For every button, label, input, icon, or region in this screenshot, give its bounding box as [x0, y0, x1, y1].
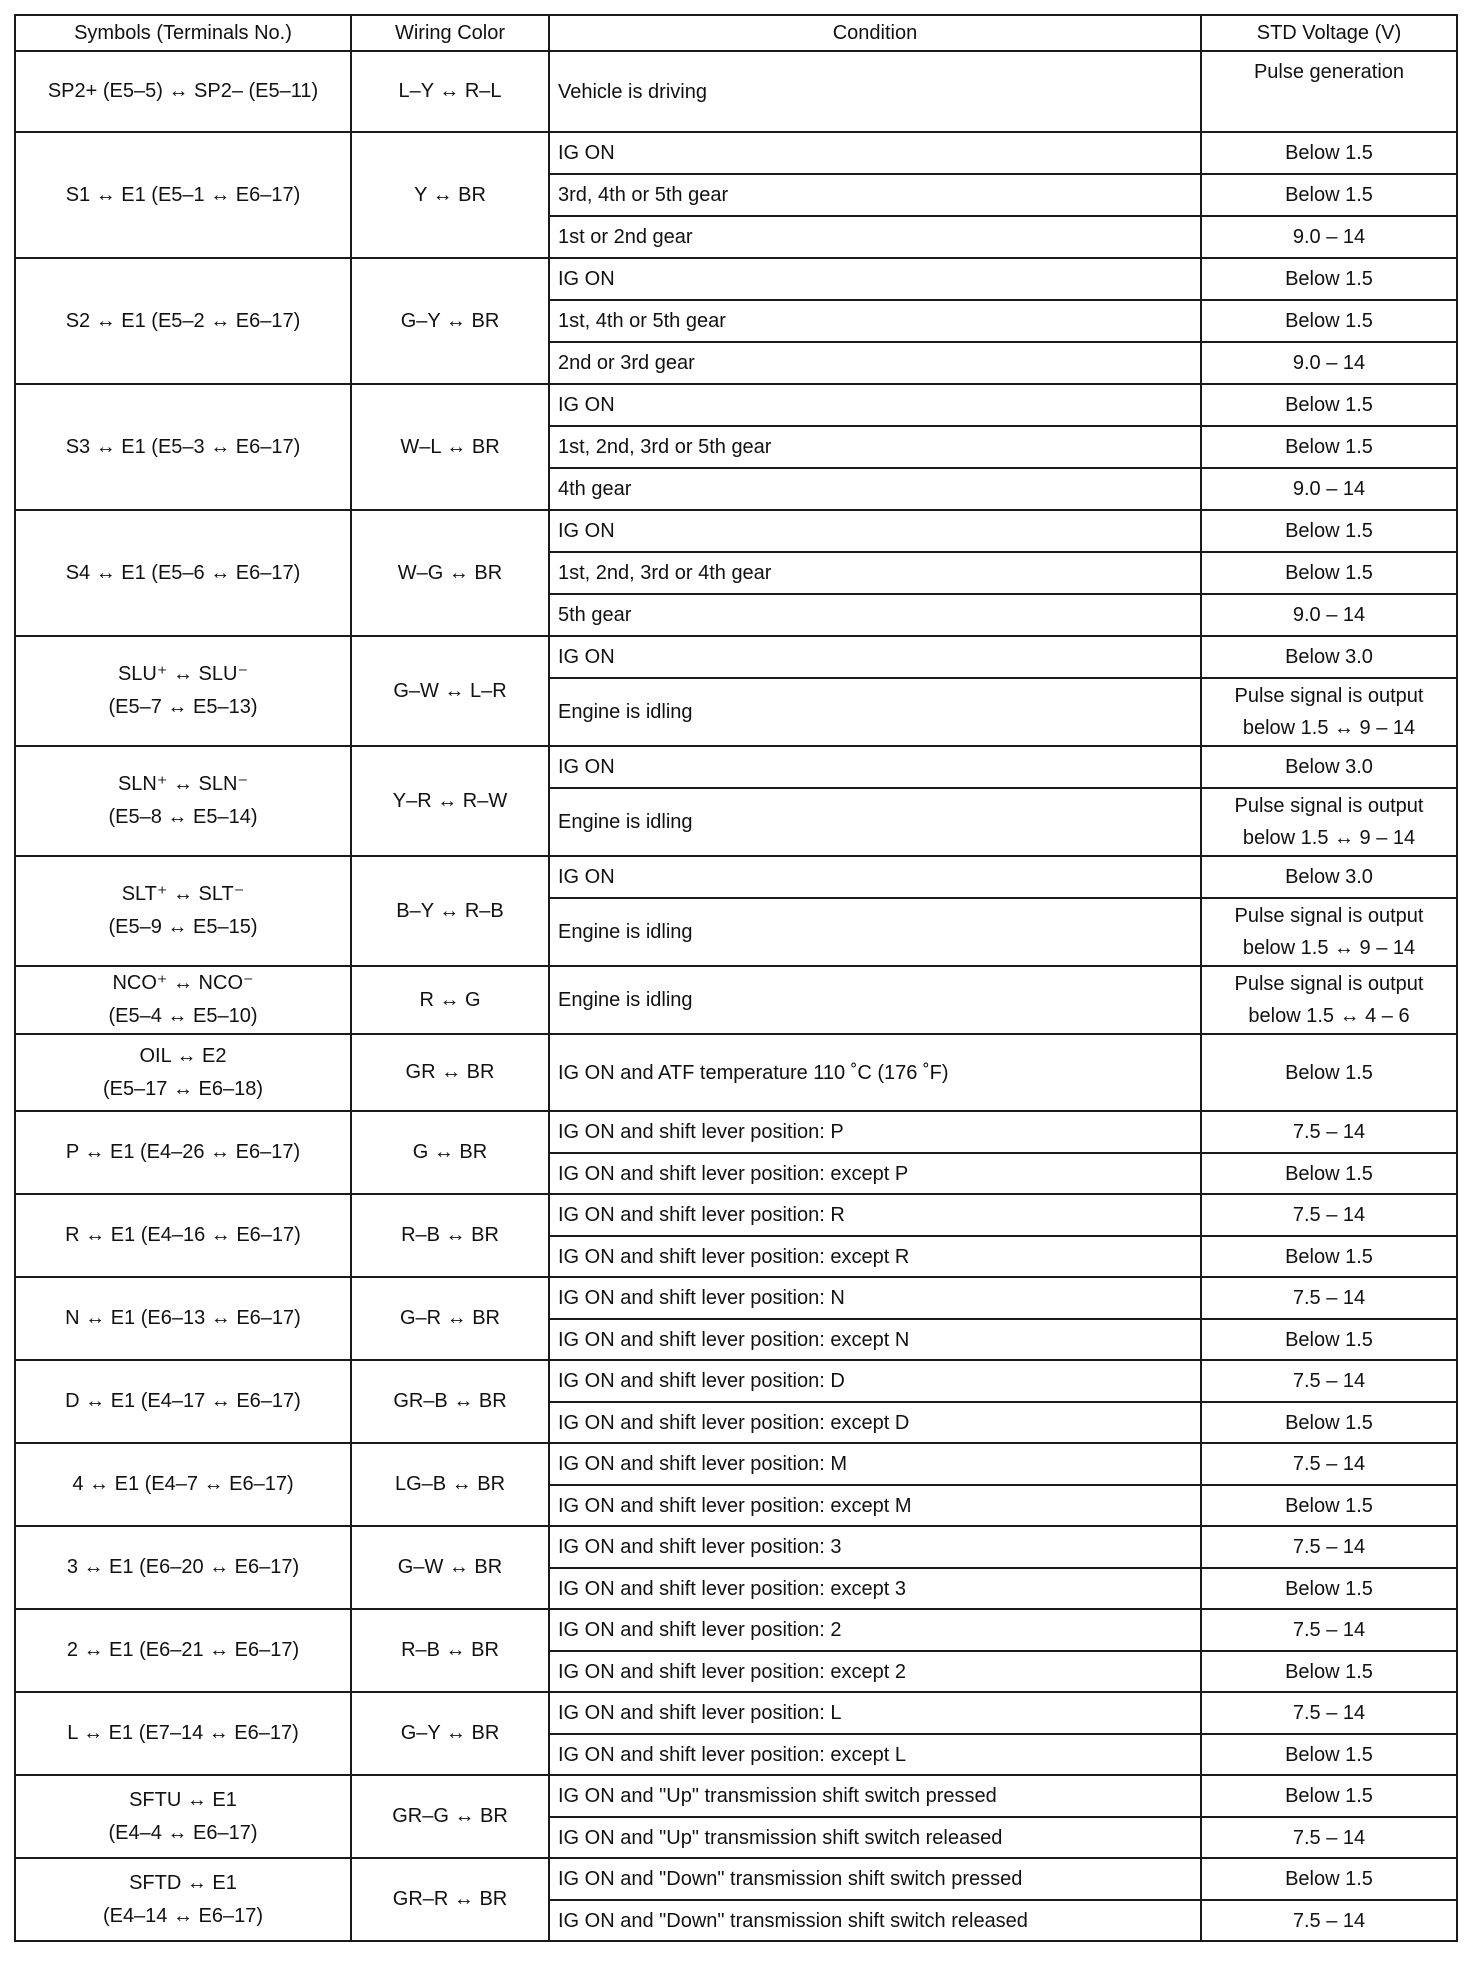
wiring-color-cell: G–W ↔ L–R — [351, 636, 549, 746]
std-voltage-cell — [1201, 788, 1457, 856]
wiring-color-cell: B–Y ↔ R–B — [351, 856, 549, 966]
condition-cell: IG ON and shift lever position: except 2 — [549, 1651, 1201, 1692]
condition-cell: Engine is idling — [549, 788, 1201, 856]
condition-cell: 1st, 2nd, 3rd or 4th gear — [549, 552, 1201, 594]
std-voltage-cell — [1201, 1734, 1457, 1775]
std-voltage-line: Below 1.5 — [1285, 394, 1373, 416]
std-voltage-line: Below 1.5 — [1285, 1660, 1373, 1683]
std-voltage-cell — [1201, 1651, 1457, 1692]
std-voltage-line: 7.5 – 14 — [1292, 1121, 1366, 1143]
condition-cell: 1st, 2nd, 3rd or 5th gear — [549, 426, 1201, 468]
std-voltage-cell — [1201, 1568, 1457, 1609]
table-row — [15, 1360, 1457, 1402]
terminal-symbol-line: (E5–17 ↔ E6–18) — [102, 1077, 264, 1100]
table-row — [15, 1034, 1457, 1111]
condition-cell: IG ON — [549, 856, 1201, 898]
table-row — [15, 1692, 1457, 1734]
std-voltage-line: Below 1.5 — [1285, 1061, 1373, 1084]
std-voltage-line: 9.0 – 14 — [1292, 226, 1366, 248]
wiring-color-cell: GR ↔ BR — [351, 1034, 549, 1111]
table-row — [15, 1609, 1457, 1651]
condition-cell: IG ON and shift lever position: except R — [549, 1236, 1201, 1277]
condition-cell: Engine is idling — [549, 898, 1201, 966]
table-row — [15, 51, 1457, 132]
terminal-symbol-line: OIL ↔ E2 — [139, 1044, 227, 1067]
condition-cell: IG ON and "Down" transmission shift switch pressed — [549, 1858, 1201, 1900]
condition-cell: 2nd or 3rd gear — [549, 342, 1201, 384]
std-voltage-cell — [1201, 1034, 1457, 1111]
condition-cell: IG ON and shift lever position: except 3 — [549, 1568, 1201, 1609]
wiring-color-cell: Y–R ↔ R–W — [351, 746, 549, 856]
std-voltage-line: 7.5 – 14 — [1292, 1287, 1366, 1309]
table-row — [15, 966, 1457, 1034]
terminal-symbol-cell — [15, 1194, 351, 1277]
std-voltage-cell — [1201, 1775, 1457, 1817]
std-voltage-line: Below 1.5 — [1285, 1245, 1373, 1268]
condition-cell: IG ON and "Up" transmission shift switch pressed — [549, 1775, 1201, 1817]
condition-cell: IG ON and shift lever position: except L — [549, 1734, 1201, 1775]
std-voltage-cell — [1201, 856, 1457, 898]
terminal-symbol-line: S1 ↔ E1 (E5–1 ↔ E6–17) — [65, 183, 301, 206]
wiring-color-cell: L–Y ↔ R–L — [351, 51, 549, 132]
condition-cell: IG ON and shift lever position: M — [549, 1443, 1201, 1485]
terminal-symbol-cell — [15, 1111, 351, 1194]
table-row — [15, 384, 1457, 426]
std-voltage-line: 7.5 – 14 — [1292, 1702, 1366, 1724]
wiring-color-cell: LG–B ↔ BR — [351, 1443, 549, 1526]
std-voltage-cell — [1201, 384, 1457, 426]
condition-cell: 4th gear — [549, 468, 1201, 510]
header-symbols: Symbols (Terminals No.) — [15, 15, 351, 51]
wiring-color-cell: G–W ↔ BR — [351, 1526, 549, 1609]
terminal-symbol-cell — [15, 1775, 351, 1858]
condition-cell: IG ON and shift lever position: 3 — [549, 1526, 1201, 1568]
std-voltage-line: Pulse signal is output — [1234, 685, 1424, 707]
condition-cell: Engine is idling — [549, 966, 1201, 1034]
std-voltage-cell — [1201, 510, 1457, 552]
table-row — [15, 132, 1457, 174]
std-voltage-cell — [1201, 1485, 1457, 1526]
wiring-color-cell: R ↔ G — [351, 966, 549, 1034]
table-body — [15, 51, 1457, 1941]
condition-cell: IG ON — [549, 384, 1201, 426]
table-row — [15, 1194, 1457, 1236]
condition-cell: Vehicle is driving — [549, 51, 1201, 132]
std-voltage-cell — [1201, 1609, 1457, 1651]
std-voltage-line: Below 1.5 — [1285, 1743, 1373, 1766]
condition-cell: IG ON and shift lever position: L — [549, 1692, 1201, 1734]
std-voltage-cell — [1201, 51, 1457, 132]
table-row — [15, 510, 1457, 552]
std-voltage-cell — [1201, 426, 1457, 468]
terminal-symbol-cell — [15, 1277, 351, 1360]
std-voltage-line: Pulse signal is output — [1234, 905, 1424, 927]
std-voltage-line: Below 1.5 — [1285, 1328, 1373, 1351]
condition-cell: IG ON and shift lever position: except D — [549, 1402, 1201, 1443]
terminal-symbol-cell — [15, 636, 351, 746]
terminal-symbol-line: SLU⁺ ↔ SLU⁻ — [117, 663, 249, 685]
table-row — [15, 1526, 1457, 1568]
terminal-symbol-line: S2 ↔ E1 (E5–2 ↔ E6–17) — [65, 309, 301, 332]
condition-cell: IG ON and shift lever position: 2 — [549, 1609, 1201, 1651]
table-row — [15, 1775, 1457, 1817]
std-voltage-line: Pulse generation — [1253, 61, 1405, 83]
std-voltage-cell — [1201, 1692, 1457, 1734]
terminal-symbol-line: SFTD ↔ E1 — [129, 1871, 237, 1894]
terminal-symbol-cell — [15, 1360, 351, 1443]
terminal-symbol-cell — [15, 1609, 351, 1692]
table-row — [15, 1443, 1457, 1485]
std-voltage-cell — [1201, 258, 1457, 300]
std-voltage-line: Below 1.5 — [1285, 1411, 1373, 1434]
table-row — [15, 1858, 1457, 1900]
wiring-color-cell: GR–R ↔ BR — [351, 1858, 549, 1941]
std-voltage-cell — [1201, 132, 1457, 174]
table-row — [15, 258, 1457, 300]
terminal-symbol-line: 2 ↔ E1 (E6–21 ↔ E6–17) — [66, 1639, 300, 1661]
std-voltage-cell — [1201, 1194, 1457, 1236]
wiring-color-cell: GR–B ↔ BR — [351, 1360, 549, 1443]
std-voltage-line: Below 1.5 — [1285, 1577, 1373, 1600]
std-voltage-line: Below 1.5 — [1285, 436, 1373, 458]
condition-cell: 1st or 2nd gear — [549, 216, 1201, 258]
condition-cell: IG ON — [549, 746, 1201, 788]
table-row — [15, 1111, 1457, 1153]
std-voltage-cell — [1201, 1236, 1457, 1277]
terminal-symbol-cell — [15, 132, 351, 258]
std-voltage-line: 7.5 – 14 — [1292, 1370, 1366, 1392]
std-voltage-line: Below 1.5 — [1285, 1868, 1373, 1890]
std-voltage-cell — [1201, 1111, 1457, 1153]
wiring-color-cell: GR–G ↔ BR — [351, 1775, 549, 1858]
header-condition: Condition — [549, 15, 1201, 51]
condition-cell: IG ON — [549, 510, 1201, 552]
std-voltage-line: Below 1.5 — [1285, 268, 1373, 290]
header-wiring-color: Wiring Color — [351, 15, 549, 51]
terminal-symbol-line: SLT⁺ ↔ SLT⁻ — [121, 883, 245, 905]
std-voltage-line: 7.5 – 14 — [1292, 1826, 1366, 1849]
std-voltage-cell — [1201, 1858, 1457, 1900]
terminal-symbol-cell — [15, 1858, 351, 1941]
terminal-symbol-line: SFTU ↔ E1 — [129, 1788, 237, 1811]
terminal-symbol-cell — [15, 1692, 351, 1775]
std-voltage-cell — [1201, 636, 1457, 678]
terminal-symbol-line: (E4–4 ↔ E6–17) — [108, 1821, 258, 1844]
terminal-symbol-cell — [15, 1526, 351, 1609]
std-voltage-cell — [1201, 1153, 1457, 1194]
std-voltage-cell — [1201, 300, 1457, 342]
std-voltage-line: below 1.5 ↔ 9 – 14 — [1242, 937, 1416, 959]
terminal-symbol-line: D ↔ E1 (E4–17 ↔ E6–17) — [65, 1390, 301, 1412]
condition-cell: IG ON and "Down" transmission shift switch released — [549, 1900, 1201, 1941]
std-voltage-line: Below 3.0 — [1285, 646, 1373, 668]
std-voltage-cell — [1201, 1402, 1457, 1443]
wiring-color-cell: G ↔ BR — [351, 1111, 549, 1194]
condition-cell: 3rd, 4th or 5th gear — [549, 174, 1201, 216]
std-voltage-cell — [1201, 1319, 1457, 1360]
std-voltage-line: Below 1.5 — [1285, 142, 1373, 164]
wiring-color-cell: G–R ↔ BR — [351, 1277, 549, 1360]
terminal-symbol-cell — [15, 258, 351, 384]
terminal-symbol-line: R ↔ E1 (E4–16 ↔ E6–17) — [65, 1224, 301, 1246]
std-voltage-cell — [1201, 1360, 1457, 1402]
terminal-symbol-line: (E5–4 ↔ E5–10) — [108, 1005, 258, 1027]
terminal-symbol-cell — [15, 1034, 351, 1111]
table-row — [15, 746, 1457, 788]
std-voltage-line: 7.5 – 14 — [1292, 1619, 1366, 1641]
condition-cell: IG ON and shift lever position: D — [549, 1360, 1201, 1402]
std-voltage-cell — [1201, 468, 1457, 510]
wiring-color-cell: R–B ↔ BR — [351, 1609, 549, 1692]
std-voltage-cell — [1201, 552, 1457, 594]
terminal-symbol-line: NCO⁺ ↔ NCO⁻ — [112, 972, 254, 994]
condition-cell: 5th gear — [549, 594, 1201, 636]
std-voltage-cell — [1201, 1900, 1457, 1941]
terminal-symbol-cell — [15, 746, 351, 856]
std-voltage-line: Below 1.5 — [1285, 562, 1373, 584]
wiring-color-cell: W–G ↔ BR — [351, 510, 549, 636]
std-voltage-line: Pulse signal is output — [1234, 973, 1424, 995]
terminal-symbol-line: S4 ↔ E1 (E5–6 ↔ E6–17) — [65, 561, 301, 584]
terminal-symbol-line: 3 ↔ E1 (E6–20 ↔ E6–17) — [66, 1556, 300, 1578]
terminal-symbol-cell — [15, 51, 351, 132]
table-row — [15, 1277, 1457, 1319]
document-page — [14, 14, 1456, 1942]
table-row — [15, 856, 1457, 898]
terminal-symbol-line: (E4–14 ↔ E6–17) — [102, 1904, 264, 1927]
condition-cell: IG ON and shift lever position: except M — [549, 1485, 1201, 1526]
condition-cell: 1st, 4th or 5th gear — [549, 300, 1201, 342]
std-voltage-line: 9.0 – 14 — [1292, 478, 1366, 500]
std-voltage-line: Below 1.5 — [1285, 1494, 1373, 1517]
std-voltage-cell — [1201, 1443, 1457, 1485]
terminal-symbol-cell — [15, 384, 351, 510]
condition-cell: IG ON — [549, 636, 1201, 678]
std-voltage-cell — [1201, 216, 1457, 258]
std-voltage-cell — [1201, 174, 1457, 216]
std-voltage-cell — [1201, 966, 1457, 1034]
std-voltage-line: Below 1.5 — [1285, 1785, 1373, 1807]
std-voltage-line: Below 1.5 — [1285, 184, 1373, 206]
std-voltage-line: 7.5 – 14 — [1292, 1909, 1366, 1932]
std-voltage-cell — [1201, 898, 1457, 966]
std-voltage-line: 7.5 – 14 — [1292, 1204, 1366, 1226]
std-voltage-cell — [1201, 746, 1457, 788]
std-voltage-line: 7.5 – 14 — [1292, 1536, 1366, 1558]
terminal-symbol-line: (E5–7 ↔ E5–13) — [108, 696, 258, 718]
table-header-row — [15, 15, 1457, 51]
condition-cell: IG ON and shift lever position: P — [549, 1111, 1201, 1153]
std-voltage-cell — [1201, 594, 1457, 636]
condition-cell: IG ON and ATF temperature 110 ˚C (176 ˚F) — [549, 1034, 1201, 1111]
wiring-color-cell: G–Y ↔ BR — [351, 1692, 549, 1775]
terminal-symbol-cell — [15, 966, 351, 1034]
std-voltage-line: 9.0 – 14 — [1292, 604, 1366, 626]
std-voltage-line: below 1.5 ↔ 9 – 14 — [1242, 717, 1416, 739]
std-voltage-line: Below 1.5 — [1285, 310, 1373, 332]
terminal-symbol-line: P ↔ E1 (E4–26 ↔ E6–17) — [65, 1141, 301, 1163]
condition-cell: IG ON and shift lever position: R — [549, 1194, 1201, 1236]
terminal-symbol-line: 4 ↔ E1 (E4–7 ↔ E6–17) — [72, 1473, 294, 1495]
terminal-symbol-line: (E5–9 ↔ E5–15) — [108, 916, 258, 938]
condition-cell: IG ON — [549, 132, 1201, 174]
condition-cell: IG ON and "Up" transmission shift switch released — [549, 1817, 1201, 1858]
terminal-symbol-line: N ↔ E1 (E6–13 ↔ E6–17) — [65, 1307, 301, 1329]
condition-cell: IG ON and shift lever position: except P — [549, 1153, 1201, 1194]
terminal-symbol-line: S3 ↔ E1 (E5–3 ↔ E6–17) — [65, 435, 301, 458]
terminal-symbol-cell — [15, 856, 351, 966]
terminal-symbol-line: (E5–8 ↔ E5–14) — [108, 806, 258, 828]
std-voltage-line: Below 1.5 — [1285, 520, 1373, 542]
terminal-voltage-table — [14, 14, 1458, 1942]
terminal-symbol-line: SLN⁺ ↔ SLN⁻ — [117, 773, 249, 795]
table-row — [15, 636, 1457, 678]
std-voltage-line: below 1.5 ↔ 9 – 14 — [1242, 827, 1416, 849]
terminal-symbol-cell — [15, 1443, 351, 1526]
terminal-symbol-line: L ↔ E1 (E7–14 ↔ E6–17) — [67, 1722, 299, 1744]
wiring-color-cell: R–B ↔ BR — [351, 1194, 549, 1277]
std-voltage-cell — [1201, 1817, 1457, 1858]
wiring-color-cell: Y ↔ BR — [351, 132, 549, 258]
header-std-voltage: STD Voltage (V) — [1201, 15, 1457, 51]
std-voltage-line: Below 3.0 — [1285, 756, 1373, 778]
std-voltage-line: Pulse signal is output — [1234, 795, 1424, 817]
condition-cell: IG ON — [549, 258, 1201, 300]
std-voltage-line: Below 1.5 — [1285, 1162, 1373, 1185]
wiring-color-cell: G–Y ↔ BR — [351, 258, 549, 384]
condition-cell: IG ON and shift lever position: N — [549, 1277, 1201, 1319]
std-voltage-cell — [1201, 1526, 1457, 1568]
std-voltage-cell — [1201, 678, 1457, 746]
std-voltage-cell — [1201, 342, 1457, 384]
std-voltage-line: Below 3.0 — [1285, 866, 1373, 888]
std-voltage-line: below 1.5 ↔ 4 – 6 — [1248, 1005, 1410, 1027]
std-voltage-line: 9.0 – 14 — [1292, 352, 1366, 374]
wiring-color-cell: W–L ↔ BR — [351, 384, 549, 510]
std-voltage-cell — [1201, 1277, 1457, 1319]
std-voltage-line: 7.5 – 14 — [1292, 1453, 1366, 1475]
condition-cell: Engine is idling — [549, 678, 1201, 746]
terminal-symbol-cell — [15, 510, 351, 636]
condition-cell: IG ON and shift lever position: except N — [549, 1319, 1201, 1360]
terminal-symbol-line: SP2+ (E5–5) ↔ SP2– (E5–11) — [47, 80, 319, 102]
